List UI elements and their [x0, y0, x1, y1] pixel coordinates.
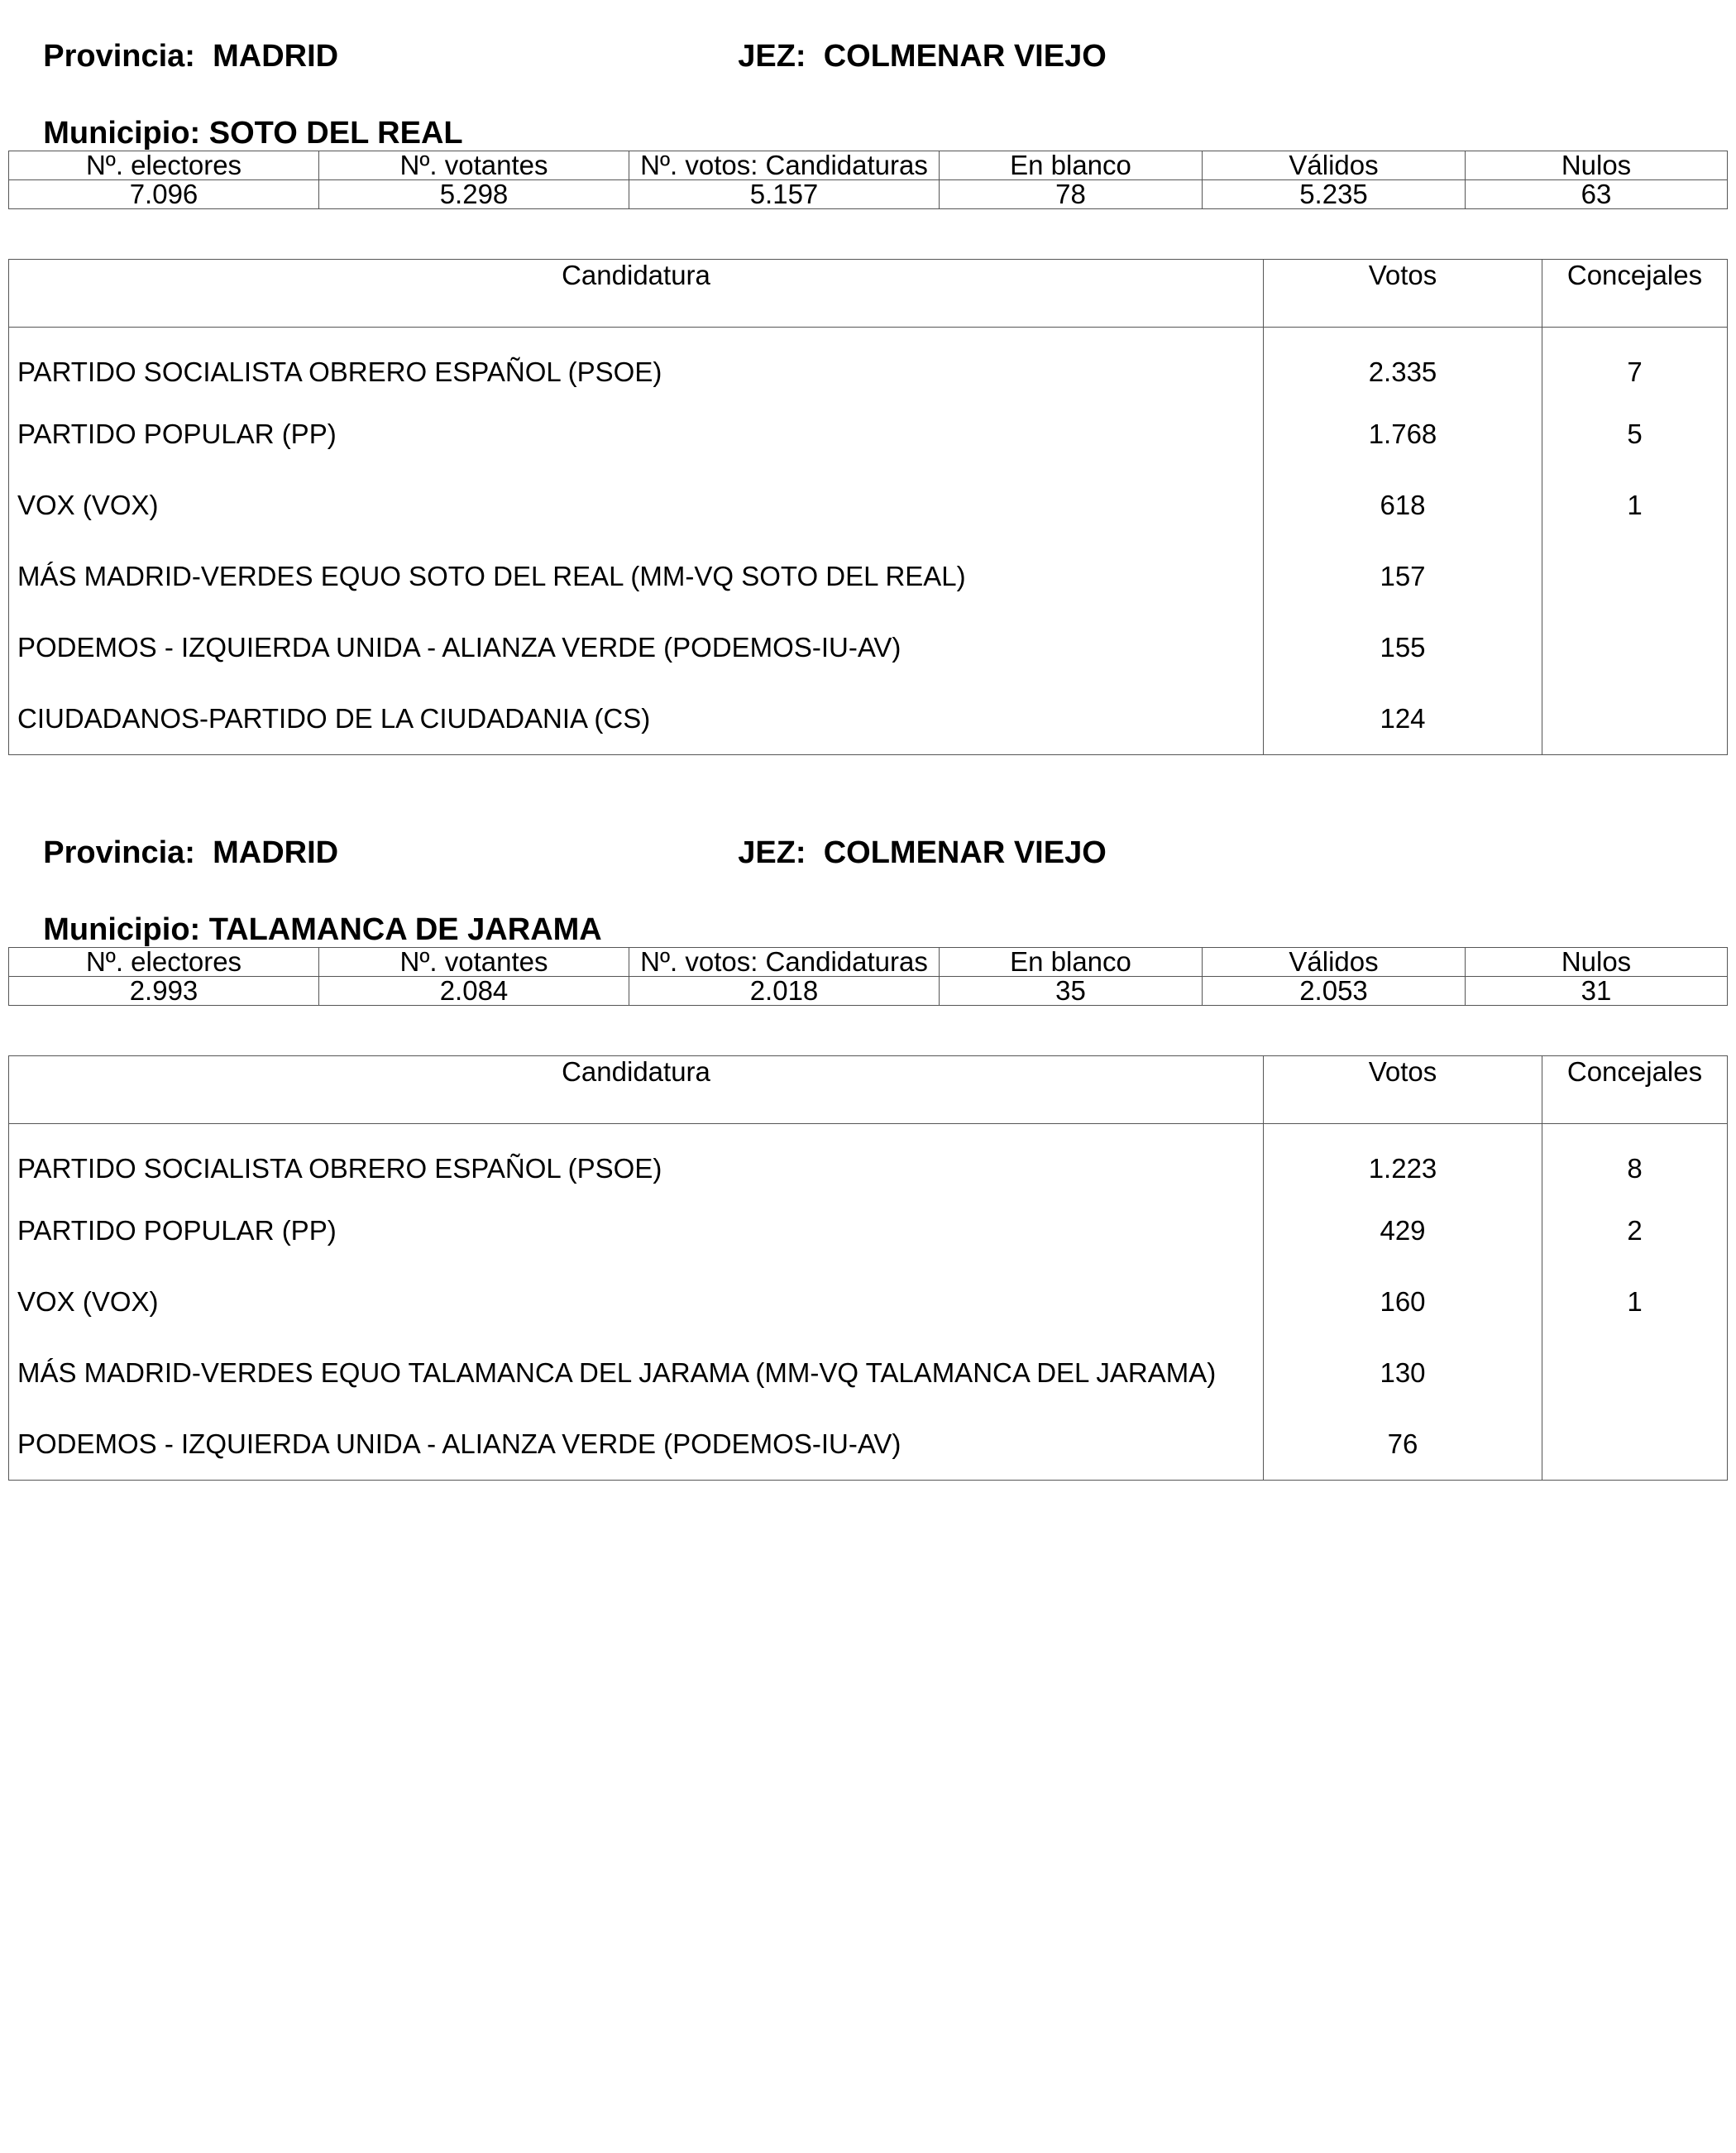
- municipio-label: Municipio:: [43, 912, 201, 947]
- candidate-name: PARTIDO SOCIALISTA OBRERO ESPAÑOL (PSOE): [9, 1124, 1264, 1196]
- candidate-name: MÁS MADRID-VERDES EQUO SOTO DEL REAL (MM-VQ SOTO DEL REAL): [9, 541, 1264, 612]
- candidate-concejales: [1542, 612, 1728, 683]
- header-candidatura: Candidatura: [9, 260, 1264, 328]
- municipio-section-soto-del-real: [8, 0, 1727, 753]
- candidate-concejales: [1542, 683, 1728, 755]
- candidates-header-row: [9, 260, 1728, 328]
- value-votos-candidaturas: 5.157: [629, 180, 940, 209]
- value-votantes: 5.298: [319, 180, 629, 209]
- candidate-concejales: 2: [1627, 1215, 1643, 1246]
- header-votos-candidaturas: Nº. votos: Candidaturas: [629, 948, 940, 977]
- header-electores: Nº. electores: [9, 151, 319, 180]
- table-row: [9, 1266, 1728, 1337]
- table-row: [9, 1124, 1728, 1196]
- summary-value-row: [9, 180, 1728, 209]
- jez-heading: [703, 2, 1107, 111]
- value-votantes: 2.084: [319, 977, 629, 1006]
- jez-label: JEZ:: [738, 39, 806, 74]
- candidate-concejales: 1: [1627, 1286, 1643, 1317]
- candidates-header-row: [9, 1056, 1728, 1124]
- candidate-name: PODEMOS - IZQUIERDA UNIDA - ALIANZA VERDE (PODEMOS-IU-AV): [9, 1409, 1264, 1481]
- table-row: [9, 683, 1728, 755]
- candidates-table: [8, 259, 1728, 755]
- candidate-votos: 124: [1264, 683, 1542, 755]
- provincia-label: Provincia:: [43, 39, 195, 74]
- candidate-votos: 157: [1264, 541, 1542, 612]
- table-row: [9, 399, 1728, 470]
- header-validos: Válidos: [1203, 151, 1466, 180]
- candidate-votos: 618: [1264, 470, 1542, 541]
- header-votantes: Nº. votantes: [319, 151, 629, 180]
- header-votantes: Nº. votantes: [319, 948, 629, 977]
- candidate-votos: 130: [1264, 1337, 1542, 1409]
- header-validos: Válidos: [1203, 948, 1466, 977]
- candidate-votos: 1.223: [1264, 1124, 1542, 1196]
- jez-label: JEZ:: [738, 835, 806, 870]
- candidate-name: VOX (VOX): [9, 470, 1264, 541]
- municipio-section-talamanca-de-jarama: [8, 797, 1727, 1491]
- jez-heading: [703, 798, 1107, 907]
- summary-header-row: [9, 151, 1728, 180]
- candidate-name: MÁS MADRID-VERDES EQUO TALAMANCA DEL JARAMA (MM-VQ TALAMANCA DEL JARAMA): [9, 1337, 1264, 1409]
- value-en-blanco: 78: [940, 180, 1203, 209]
- candidate-concejales: [1542, 1409, 1728, 1481]
- candidate-votos: 155: [1264, 612, 1542, 683]
- summary-header-row: [9, 948, 1728, 977]
- candidate-name: VOX (VOX): [9, 1266, 1264, 1337]
- candidate-name: PARTIDO POPULAR (PP): [9, 1195, 1264, 1266]
- header-votos-candidaturas: Nº. votos: Candidaturas: [629, 151, 940, 180]
- table-row: [9, 1409, 1728, 1481]
- header-concejales: Concejales: [1542, 1056, 1728, 1124]
- header-concejales: Concejales: [1542, 260, 1728, 328]
- table-row: [9, 541, 1728, 612]
- value-en-blanco: 35: [940, 977, 1203, 1006]
- table-row: [9, 1195, 1728, 1266]
- value-electores: 7.096: [9, 180, 319, 209]
- table-row: [9, 470, 1728, 541]
- header-en-blanco: En blanco: [940, 948, 1203, 977]
- table-row: [9, 328, 1728, 400]
- header-nulos: Nulos: [1466, 948, 1728, 977]
- candidate-concejales: [1542, 1337, 1728, 1409]
- summary-table: [8, 151, 1728, 209]
- header-electores: Nº. electores: [9, 948, 319, 977]
- value-votos-candidaturas: 2.018: [629, 977, 940, 1006]
- header-en-blanco: En blanco: [940, 151, 1203, 180]
- jez-value: COLMENAR VIEJO: [823, 835, 1107, 870]
- candidate-votos: 1.768: [1264, 399, 1542, 470]
- municipio-label: Municipio:: [43, 116, 201, 151]
- provincia-label: Provincia:: [43, 835, 195, 870]
- table-row: [9, 1337, 1728, 1409]
- candidate-votos: 2.335: [1264, 328, 1542, 400]
- header-candidatura: Candidatura: [9, 1056, 1264, 1124]
- header-votos: Votos: [1264, 1056, 1542, 1124]
- candidate-concejales: 8: [1627, 1153, 1643, 1184]
- value-validos: 2.053: [1203, 977, 1466, 1006]
- value-electores: 2.993: [9, 977, 319, 1006]
- header-nulos: Nulos: [1466, 151, 1728, 180]
- provincia-value: MADRID: [213, 39, 339, 74]
- header-votos: Votos: [1264, 260, 1542, 328]
- candidate-concejales: [1542, 541, 1728, 612]
- provincia-value: MADRID: [213, 835, 339, 870]
- candidate-name: PARTIDO SOCIALISTA OBRERO ESPAÑOL (PSOE): [9, 328, 1264, 400]
- municipio-value: TALAMANCA DE JARAMA: [208, 912, 602, 947]
- candidate-name: PARTIDO POPULAR (PP): [9, 399, 1264, 470]
- candidate-name: CIUDADANOS-PARTIDO DE LA CIUDADANIA (CS): [9, 683, 1264, 755]
- value-validos: 5.235: [1203, 180, 1466, 209]
- value-nulos: 31: [1466, 977, 1728, 1006]
- candidate-concejales: 1: [1627, 490, 1643, 520]
- municipio-value: SOTO DEL REAL: [208, 116, 463, 151]
- value-nulos: 63: [1466, 180, 1728, 209]
- candidate-votos: 429: [1264, 1195, 1542, 1266]
- jez-value: COLMENAR VIEJO: [823, 39, 1107, 74]
- candidate-concejales: 7: [1627, 356, 1643, 387]
- table-row: [9, 612, 1728, 683]
- candidate-votos: 160: [1264, 1266, 1542, 1337]
- candidate-concejales: 5: [1627, 419, 1643, 449]
- candidate-name: PODEMOS - IZQUIERDA UNIDA - ALIANZA VERDE (PODEMOS-IU-AV): [9, 612, 1264, 683]
- summary-table: [8, 947, 1728, 1006]
- candidates-table: [8, 1055, 1728, 1481]
- summary-value-row: [9, 977, 1728, 1006]
- candidate-votos: 76: [1264, 1409, 1542, 1481]
